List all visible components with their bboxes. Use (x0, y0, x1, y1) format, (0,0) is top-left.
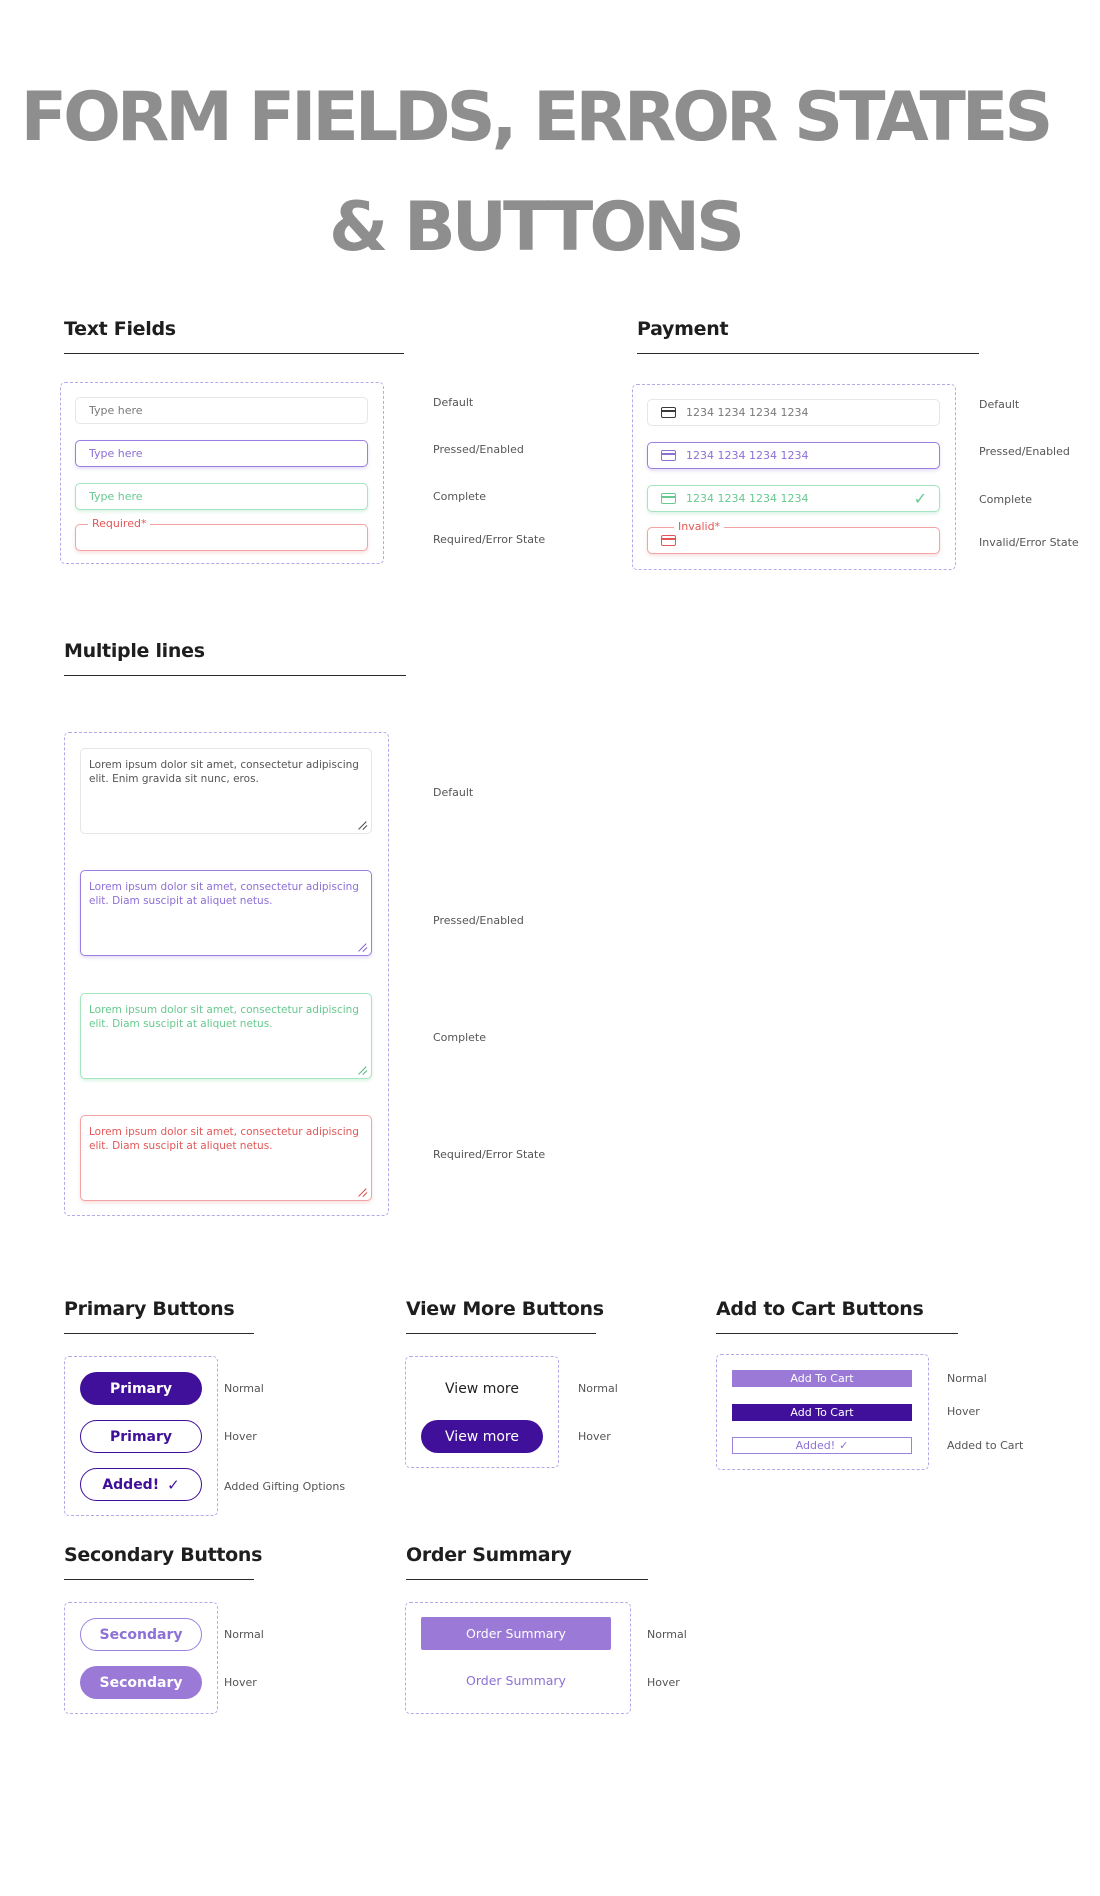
primary-buttons-heading: Primary Buttons (64, 1298, 235, 1320)
secondary-button-hover[interactable]: Secondary (80, 1666, 202, 1699)
primary-state-added: Added Gifting Options (224, 1480, 346, 1493)
payment-state-error: Invalid/Error State (979, 536, 1079, 549)
payment-field-complete[interactable] (647, 485, 940, 512)
text-field-state-error: Required/Error State (433, 533, 546, 546)
textarea-text: Lorem ipsum dolor sit amet, consectetur adipiscing elit. Enim gravida sit nunc, eros. (89, 759, 359, 785)
secondary-buttons-heading: Secondary Buttons (64, 1544, 263, 1566)
primary-button-added[interactable] (80, 1468, 202, 1501)
cart-state-hover: Hover (947, 1405, 980, 1418)
text-fields-heading: Text Fields (64, 318, 176, 340)
card-number-text: 1234 1234 1234 1234 (686, 449, 809, 462)
textarea-state-complete: Complete (433, 1031, 487, 1044)
added-label: Added! (102, 1476, 160, 1493)
add-to-cart-divider (716, 1333, 958, 1334)
order-state-hover: Hover (647, 1676, 680, 1689)
secondary-button-normal[interactable]: Secondary (80, 1618, 202, 1651)
textarea-pressed[interactable] (80, 870, 372, 956)
payment-divider (637, 353, 979, 354)
check-icon: ✓ (167, 1475, 180, 1494)
cart-state-added: Added to Cart (947, 1439, 1024, 1452)
order-summary-button-hover[interactable]: Order Summary (466, 1673, 566, 1688)
page-title-line-1: FORM FIELDS, ERROR STATES (20, 78, 1050, 157)
textarea-text: Lorem ipsum dolor sit amet, consectetur adipiscing elit. Diam suscipit at aliquet netus. (89, 881, 359, 907)
textarea-state-error: Required/Error State (433, 1148, 546, 1161)
text-fields-divider (64, 353, 404, 354)
textarea-complete[interactable] (80, 993, 372, 1079)
view-more-state-normal: Normal (578, 1382, 618, 1395)
added-label: Added! (795, 1439, 836, 1452)
text-field-state-default: Default (433, 396, 474, 409)
credit-card-icon (661, 535, 676, 546)
primary-button-normal[interactable]: Primary (80, 1372, 202, 1405)
payment-state-default: Default (979, 398, 1020, 411)
payment-field-pressed[interactable] (647, 442, 940, 469)
primary-button-hover[interactable]: Primary (80, 1420, 202, 1453)
payment-heading: Payment (637, 318, 729, 340)
text-field-default[interactable]: Type here (75, 397, 368, 424)
add-to-cart-button-hover[interactable]: Add To Cart (732, 1404, 912, 1421)
page-title-line-2: & BUTTONS (328, 188, 742, 267)
invalid-label: Invalid* (674, 520, 724, 534)
payment-state-complete: Complete (979, 493, 1033, 506)
required-label: Required* (88, 517, 150, 531)
view-more-divider (406, 1333, 596, 1334)
order-summary-button-normal[interactable]: Order Summary (421, 1617, 611, 1650)
view-more-heading: View More Buttons (406, 1298, 604, 1320)
textarea-default[interactable] (80, 748, 372, 834)
resize-grip-icon[interactable] (357, 820, 367, 830)
view-more-button-normal[interactable]: View more (445, 1380, 519, 1397)
secondary-buttons-divider (64, 1579, 254, 1580)
cart-state-normal: Normal (947, 1372, 987, 1385)
text-field-state-complete: Complete (433, 490, 487, 503)
view-more-state-hover: Hover (578, 1430, 611, 1443)
textarea-state-default: Default (433, 786, 474, 799)
textarea-state-pressed: Pressed/Enabled (433, 914, 524, 927)
resize-grip-icon[interactable] (357, 1187, 367, 1197)
view-more-button-hover[interactable]: View more (421, 1420, 543, 1453)
credit-card-icon (661, 407, 676, 418)
payment-field-error[interactable] (647, 520, 940, 554)
primary-buttons-divider (64, 1333, 254, 1334)
payment-field-default[interactable] (647, 399, 940, 426)
order-summary-divider (406, 1579, 648, 1580)
add-to-cart-button-added[interactable] (732, 1437, 912, 1454)
secondary-state-hover: Hover (224, 1676, 257, 1689)
multiple-lines-heading: Multiple lines (64, 640, 205, 662)
credit-card-icon (661, 450, 676, 461)
primary-state-hover: Hover (224, 1430, 257, 1443)
order-summary-heading: Order Summary (406, 1544, 572, 1566)
multiple-lines-divider (64, 675, 406, 676)
credit-card-icon (661, 493, 676, 504)
payment-state-pressed: Pressed/Enabled (979, 445, 1070, 458)
resize-grip-icon[interactable] (357, 942, 367, 952)
resize-grip-icon[interactable] (357, 1065, 367, 1075)
text-field-pressed[interactable]: Type here (75, 440, 368, 467)
card-number-text: 1234 1234 1234 1234 (686, 492, 809, 505)
check-icon: ✓ (913, 489, 927, 508)
textarea-text: Lorem ipsum dolor sit amet, consectetur adipiscing elit. Diam suscipit at aliquet netus. (89, 1126, 359, 1152)
textarea-text: Lorem ipsum dolor sit amet, consectetur adipiscing elit. Diam suscipit at aliquet netus. (89, 1004, 359, 1030)
check-icon: ✓ (839, 1439, 849, 1452)
add-to-cart-button-normal[interactable]: Add To Cart (732, 1370, 912, 1387)
primary-state-normal: Normal (224, 1382, 264, 1395)
text-field-error[interactable] (75, 517, 368, 551)
text-field-state-pressed: Pressed/Enabled (433, 443, 524, 456)
secondary-state-normal: Normal (224, 1628, 264, 1641)
textarea-error[interactable] (80, 1115, 372, 1201)
text-field-complete[interactable]: Type here (75, 483, 368, 510)
card-number-text: 1234 1234 1234 1234 (686, 406, 809, 419)
add-to-cart-heading: Add to Cart Buttons (716, 1298, 924, 1320)
order-state-normal: Normal (647, 1628, 687, 1641)
